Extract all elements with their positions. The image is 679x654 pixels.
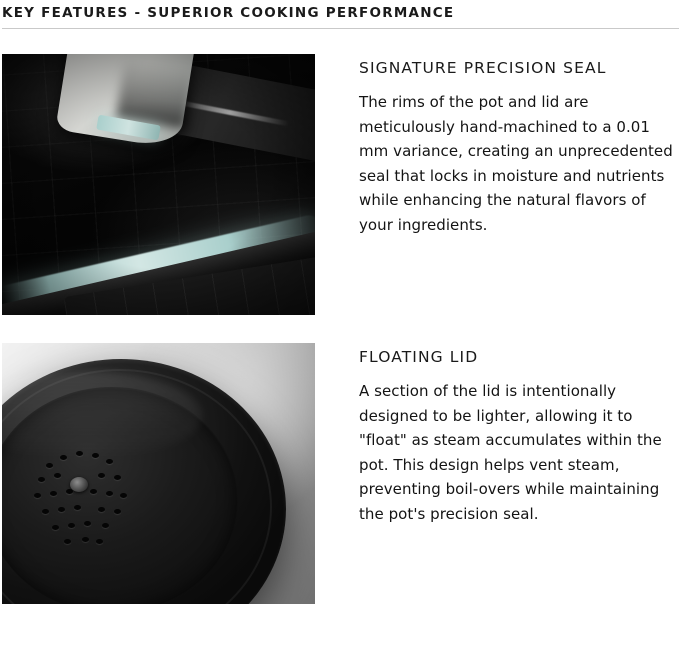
lid-center-hub xyxy=(70,477,88,492)
feature-block-precision-seal xyxy=(0,54,679,315)
feature-body: The rims of the pot and lid are meticulously hand-machined to a 0.01 mm variance, creating an unprecedented seal that locks in moisture and nutrients while enhancing the natural flavors of your ingredients. xyxy=(359,93,673,234)
feature-title: FLOATING LID xyxy=(359,348,479,366)
feature-text-precision-seal xyxy=(359,54,679,237)
header-divider xyxy=(2,28,679,29)
section-header xyxy=(0,0,679,29)
feature-block-floating-lid xyxy=(0,343,679,604)
steam-vent-holes-cluster xyxy=(2,343,315,604)
feature-body: A section of the lid is intentionally designed to be lighter, allowing it to "float" as steam accumulates within the pot. This design helps vent steam, preventing boil-overs while maintaining the pot's precision seal. xyxy=(359,382,662,523)
pot-rim-precision-seal-photo xyxy=(2,54,315,315)
floating-lid-top-view-photo xyxy=(2,343,315,604)
page-title: KEY FEATURES - SUPERIOR COOKING PERFORMANCE xyxy=(2,5,455,21)
feature-title: SIGNATURE PRECISION SEAL xyxy=(359,59,607,77)
feature-text-floating-lid xyxy=(359,343,679,526)
image-vignette xyxy=(2,54,315,315)
